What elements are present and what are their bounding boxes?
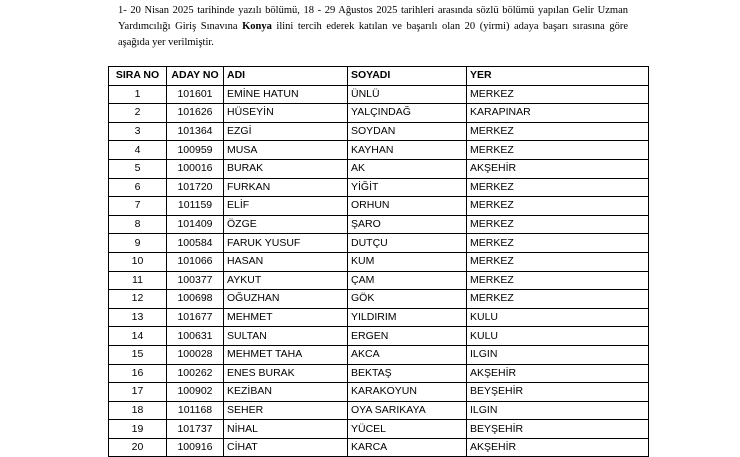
cell-aday-no: 100698 bbox=[167, 290, 224, 309]
cell-soyadi: AK bbox=[348, 159, 467, 178]
header-soyadi: SOYADI bbox=[348, 67, 467, 86]
cell-yer: ILGIN bbox=[467, 345, 649, 364]
intro-paragraph bbox=[118, 3, 628, 51]
cell-yer: AKŞEHİR bbox=[467, 438, 649, 457]
cell-aday-no: 100902 bbox=[167, 383, 224, 402]
cell-yer: KULU bbox=[467, 308, 649, 327]
table-row bbox=[109, 104, 649, 123]
cell-adi: ÖZGE bbox=[224, 215, 348, 234]
cell-sira-no: 15 bbox=[109, 345, 167, 364]
table-row bbox=[109, 345, 649, 364]
cell-sira-no: 11 bbox=[109, 271, 167, 290]
header-aday-no: ADAY NO bbox=[167, 67, 224, 86]
cell-aday-no: 101626 bbox=[167, 104, 224, 123]
cell-aday-no: 101168 bbox=[167, 401, 224, 420]
cell-aday-no: 100584 bbox=[167, 234, 224, 253]
table-row bbox=[109, 197, 649, 216]
cell-soyadi: YILDIRIM bbox=[348, 308, 467, 327]
cell-soyadi: ÇAM bbox=[348, 271, 467, 290]
cell-yer: MERKEZ bbox=[467, 141, 649, 160]
cell-sira-no: 5 bbox=[109, 159, 167, 178]
header-sira-no: SIRA NO bbox=[109, 67, 167, 86]
table-body bbox=[109, 85, 649, 457]
table-row bbox=[109, 420, 649, 439]
header-yer: YER bbox=[467, 67, 649, 86]
cell-adi: SULTAN bbox=[224, 327, 348, 346]
table-row bbox=[109, 308, 649, 327]
cell-yer: AKŞEHİR bbox=[467, 364, 649, 383]
cell-aday-no: 100631 bbox=[167, 327, 224, 346]
table-row bbox=[109, 215, 649, 234]
table-row bbox=[109, 252, 649, 271]
table-row bbox=[109, 141, 649, 160]
cell-adi: AYKUT bbox=[224, 271, 348, 290]
cell-sira-no: 8 bbox=[109, 215, 167, 234]
table-row bbox=[109, 364, 649, 383]
cell-soyadi: OYA SARIKAYA bbox=[348, 401, 467, 420]
cell-soyadi: DUTÇU bbox=[348, 234, 467, 253]
intro-text-part1: 1- 20 Nisan 2025 tarihinde yazılı bölümü, 18 - 29 Ağustos 2025 tarihleri arasında sözlü bölümü yapılan Gelir Uzman Yardımcılığı Giriş Sınavına bbox=[118, 5, 628, 32]
cell-yer: MERKEZ bbox=[467, 197, 649, 216]
table-row bbox=[109, 383, 649, 402]
cell-sira-no: 13 bbox=[109, 308, 167, 327]
cell-sira-no: 10 bbox=[109, 252, 167, 271]
table-row bbox=[109, 234, 649, 253]
table-row bbox=[109, 401, 649, 420]
cell-yer: BEYŞEHİR bbox=[467, 420, 649, 439]
cell-aday-no: 101737 bbox=[167, 420, 224, 439]
cell-soyadi: ÜNLÜ bbox=[348, 85, 467, 104]
cell-adi: MEHMET bbox=[224, 308, 348, 327]
table-row bbox=[109, 271, 649, 290]
cell-aday-no: 101159 bbox=[167, 197, 224, 216]
cell-adi: HÜSEYİN bbox=[224, 104, 348, 123]
cell-soyadi: AKCA bbox=[348, 345, 467, 364]
intro-province: Konya bbox=[242, 21, 272, 32]
cell-adi: EMİNE HATUN bbox=[224, 85, 348, 104]
cell-adi: ENES BURAK bbox=[224, 364, 348, 383]
cell-yer: MERKEZ bbox=[467, 234, 649, 253]
cell-adi: KEZİBAN bbox=[224, 383, 348, 402]
cell-yer: MERKEZ bbox=[467, 122, 649, 141]
cell-adi: ELİF bbox=[224, 197, 348, 216]
cell-adi: FARUK YUSUF bbox=[224, 234, 348, 253]
cell-yer: AKŞEHİR bbox=[467, 159, 649, 178]
cell-soyadi: SOYDAN bbox=[348, 122, 467, 141]
cell-adi: BURAK bbox=[224, 159, 348, 178]
cell-aday-no: 100377 bbox=[167, 271, 224, 290]
table-row bbox=[109, 122, 649, 141]
intro-text-part2: ilini tercih ederek katılan ve başarılı olan 20 (yirmi) adaya başarı sırasına göre aşağıda yer verilmiştir. bbox=[118, 21, 628, 48]
cell-adi: HASAN bbox=[224, 252, 348, 271]
cell-yer: ILGIN bbox=[467, 401, 649, 420]
cell-yer: MERKEZ bbox=[467, 178, 649, 197]
table-row bbox=[109, 327, 649, 346]
cell-yer: KARAPINAR bbox=[467, 104, 649, 123]
cell-adi: CİHAT bbox=[224, 438, 348, 457]
cell-sira-no: 6 bbox=[109, 178, 167, 197]
cell-aday-no: 100262 bbox=[167, 364, 224, 383]
table-row bbox=[109, 438, 649, 457]
cell-adi: MUSA bbox=[224, 141, 348, 160]
cell-soyadi: ŞARO bbox=[348, 215, 467, 234]
cell-adi: OĞUZHAN bbox=[224, 290, 348, 309]
cell-yer: KULU bbox=[467, 327, 649, 346]
cell-yer: MERKEZ bbox=[467, 215, 649, 234]
cell-adi: SEHER bbox=[224, 401, 348, 420]
cell-sira-no: 16 bbox=[109, 364, 167, 383]
cell-soyadi: ORHUN bbox=[348, 197, 467, 216]
cell-soyadi: KARCA bbox=[348, 438, 467, 457]
cell-soyadi: YÜCEL bbox=[348, 420, 467, 439]
cell-aday-no: 101677 bbox=[167, 308, 224, 327]
table-header-row bbox=[109, 67, 649, 86]
cell-yer: MERKEZ bbox=[467, 85, 649, 104]
cell-sira-no: 9 bbox=[109, 234, 167, 253]
table-row bbox=[109, 178, 649, 197]
cell-sira-no: 7 bbox=[109, 197, 167, 216]
cell-aday-no: 101364 bbox=[167, 122, 224, 141]
table-row bbox=[109, 159, 649, 178]
cell-soyadi: KAYHAN bbox=[348, 141, 467, 160]
cell-sira-no: 12 bbox=[109, 290, 167, 309]
cell-aday-no: 101601 bbox=[167, 85, 224, 104]
cell-yer: MERKEZ bbox=[467, 252, 649, 271]
cell-sira-no: 1 bbox=[109, 85, 167, 104]
cell-soyadi: YİĞİT bbox=[348, 178, 467, 197]
cell-sira-no: 2 bbox=[109, 104, 167, 123]
cell-sira-no: 14 bbox=[109, 327, 167, 346]
table-row bbox=[109, 290, 649, 309]
cell-soyadi: ERGEN bbox=[348, 327, 467, 346]
cell-adi: NİHAL bbox=[224, 420, 348, 439]
cell-adi: EZGİ bbox=[224, 122, 348, 141]
cell-sira-no: 19 bbox=[109, 420, 167, 439]
cell-yer: MERKEZ bbox=[467, 271, 649, 290]
cell-aday-no: 100028 bbox=[167, 345, 224, 364]
cell-soyadi: BEKTAŞ bbox=[348, 364, 467, 383]
cell-soyadi: KUM bbox=[348, 252, 467, 271]
cell-yer: BEYŞEHİR bbox=[467, 383, 649, 402]
cell-soyadi: YALÇINDAĞ bbox=[348, 104, 467, 123]
cell-soyadi: KARAKOYUN bbox=[348, 383, 467, 402]
table-row bbox=[109, 85, 649, 104]
cell-soyadi: GÖK bbox=[348, 290, 467, 309]
cell-sira-no: 18 bbox=[109, 401, 167, 420]
cell-sira-no: 20 bbox=[109, 438, 167, 457]
cell-yer: MERKEZ bbox=[467, 290, 649, 309]
cell-aday-no: 100916 bbox=[167, 438, 224, 457]
candidate-table bbox=[108, 66, 649, 457]
cell-sira-no: 3 bbox=[109, 122, 167, 141]
cell-aday-no: 101066 bbox=[167, 252, 224, 271]
cell-aday-no: 101720 bbox=[167, 178, 224, 197]
cell-sira-no: 17 bbox=[109, 383, 167, 402]
header-adi: ADI bbox=[224, 67, 348, 86]
cell-aday-no: 100959 bbox=[167, 141, 224, 160]
cell-aday-no: 100016 bbox=[167, 159, 224, 178]
cell-aday-no: 101409 bbox=[167, 215, 224, 234]
cell-adi: MEHMET TAHA bbox=[224, 345, 348, 364]
cell-sira-no: 4 bbox=[109, 141, 167, 160]
cell-adi: FURKAN bbox=[224, 178, 348, 197]
